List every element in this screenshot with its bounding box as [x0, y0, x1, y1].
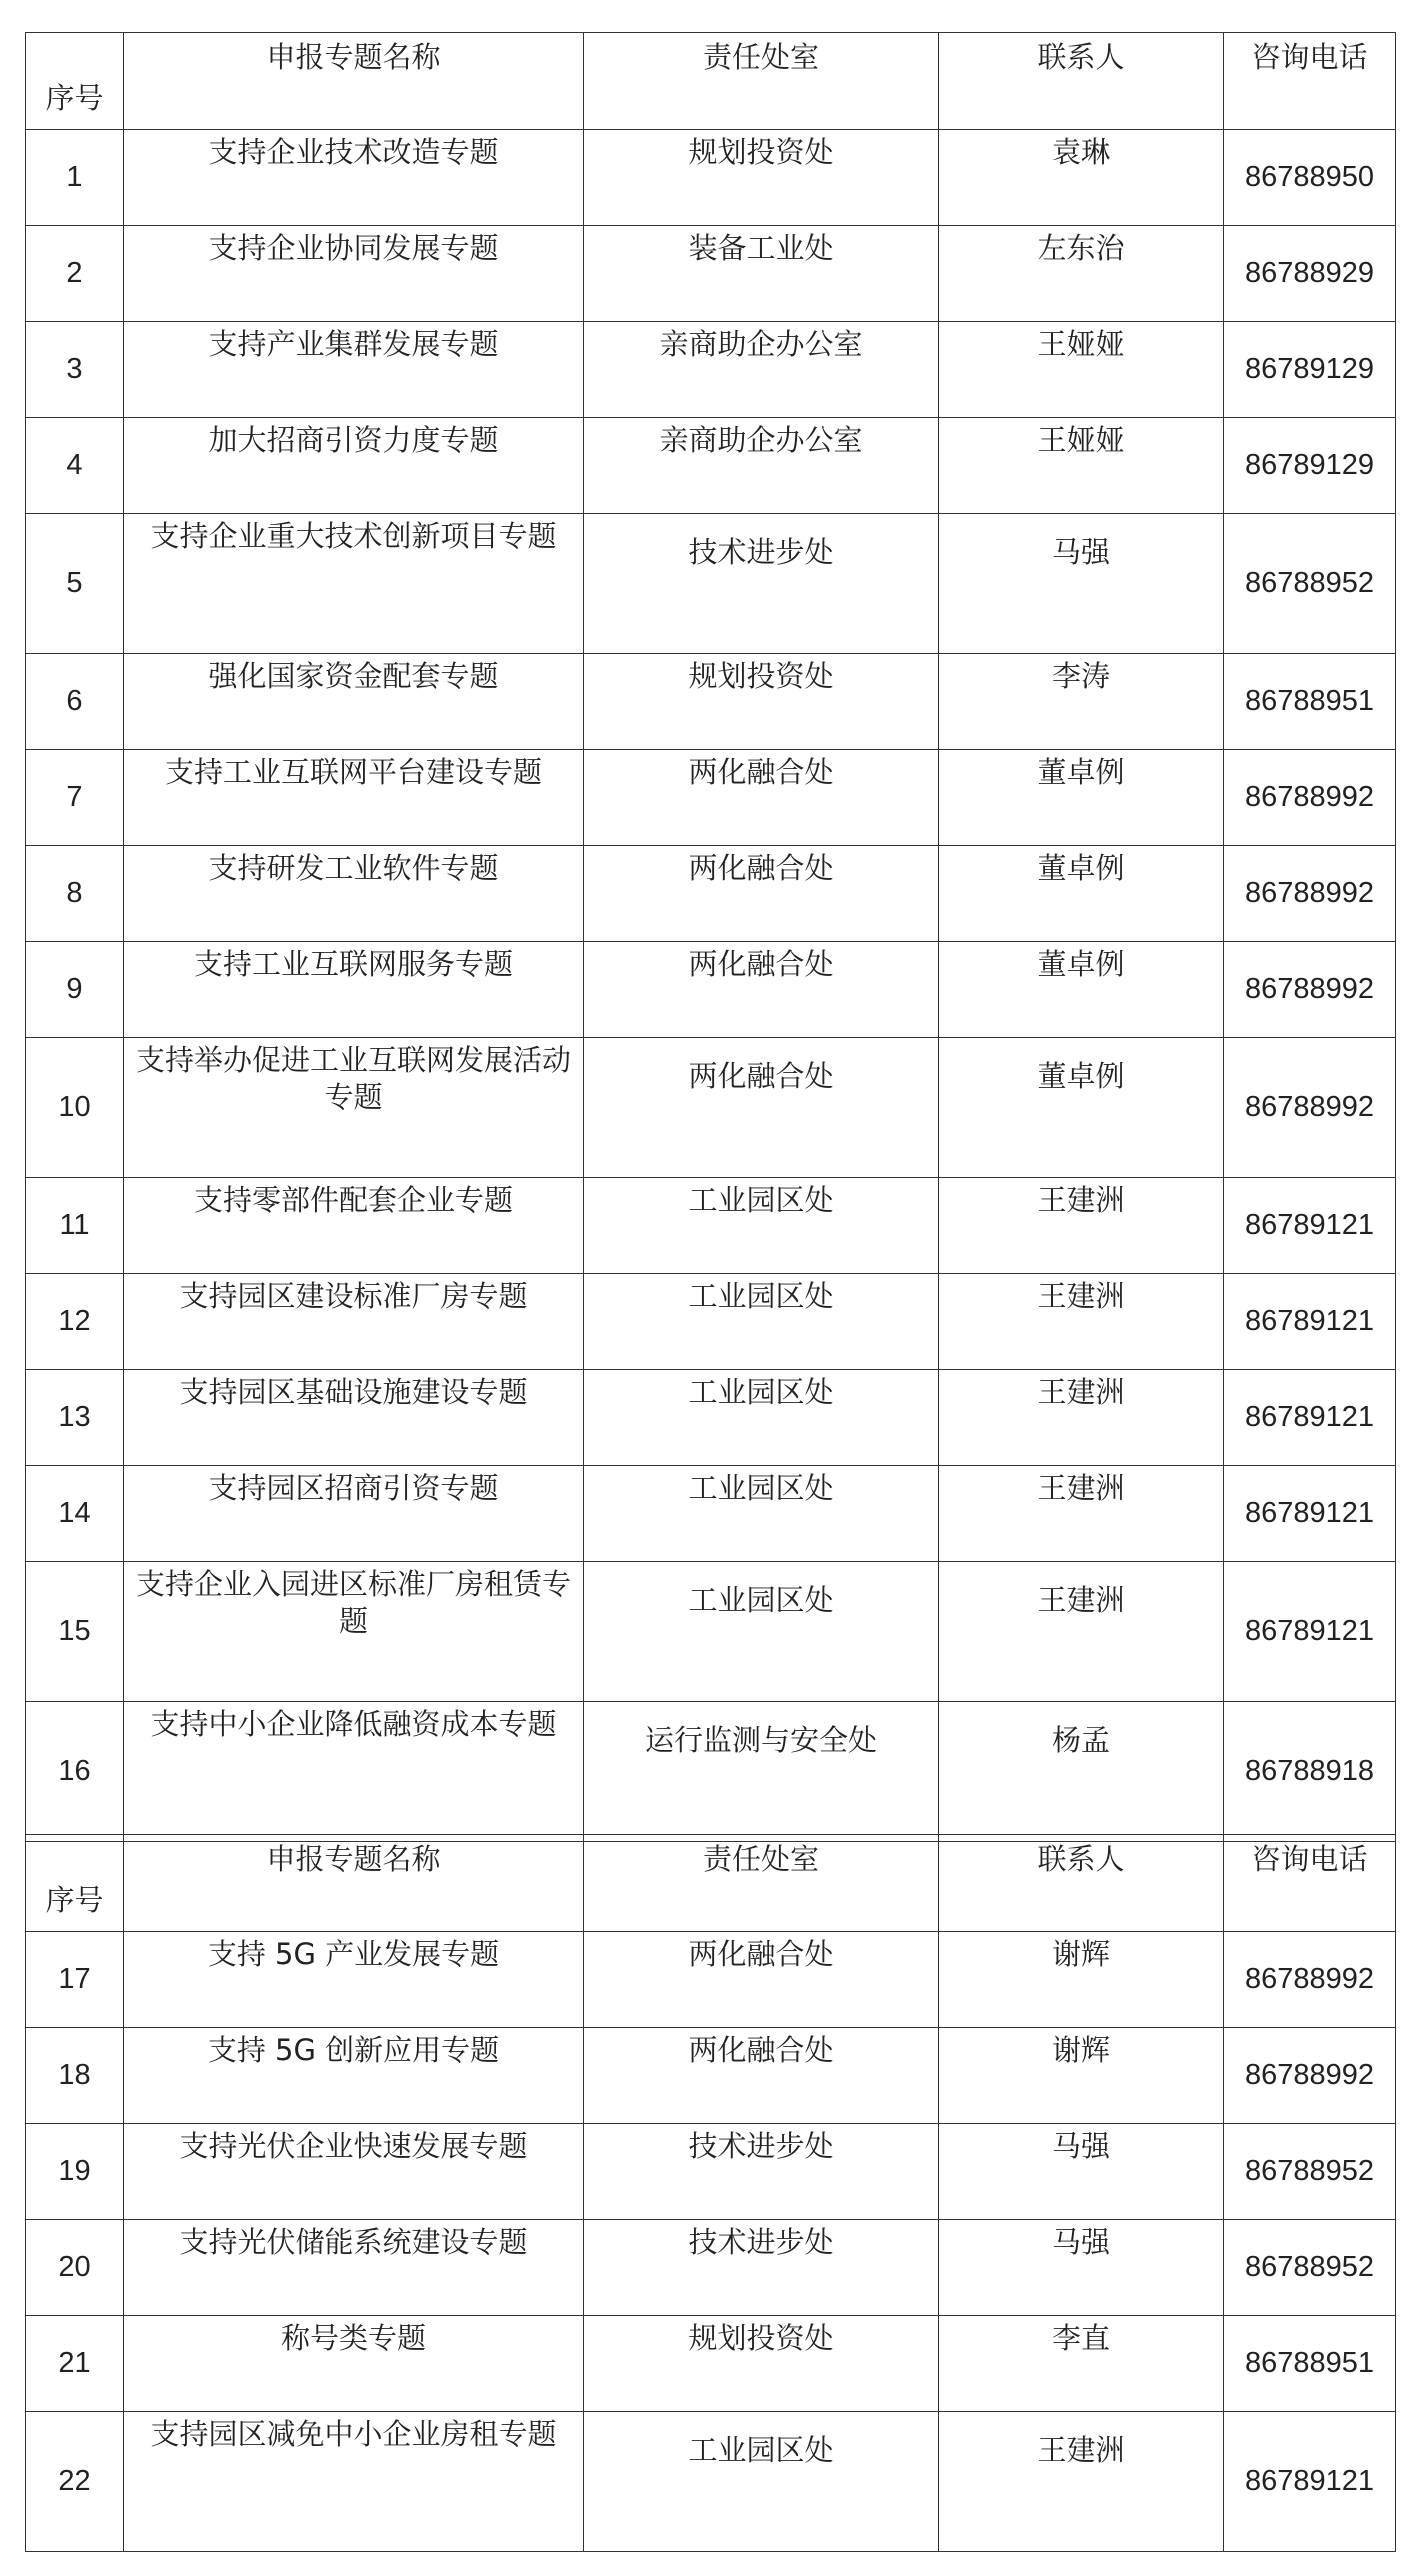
row-contact: 董卓例: [939, 942, 1224, 1038]
table-row: [26, 654, 1396, 750]
row-seq: 7: [26, 750, 124, 846]
row-office: 运行监测与安全处: [584, 1702, 939, 1842]
row-office: 规划投资处: [584, 130, 939, 226]
table-row: [26, 1178, 1396, 1274]
row-seq: 1: [26, 130, 124, 226]
row-phone: 86788952: [1224, 2124, 1396, 2220]
header-name: 申报专题名称: [124, 33, 584, 130]
row-seq: 6: [26, 654, 124, 750]
row-seq: 11: [26, 1178, 124, 1274]
row-phone: 86788992: [1224, 846, 1396, 942]
row-phone: 86788952: [1224, 514, 1396, 654]
row-office: 工业园区处: [584, 1466, 939, 1562]
row-seq: 2: [26, 226, 124, 322]
row-topic-name: 支持工业互联网平台建设专题: [124, 750, 584, 846]
row-contact: 李直: [939, 2316, 1224, 2412]
row-seq: 17: [26, 1932, 124, 2028]
row-topic-name: 支持光伏企业快速发展专题: [124, 2124, 584, 2220]
row-phone: 86788992: [1224, 1932, 1396, 2028]
row-contact: 王建洲: [939, 1178, 1224, 1274]
row-phone: 86789121: [1224, 1466, 1396, 1562]
row-topic-name: 支持园区建设标准厂房专题: [124, 1274, 584, 1370]
row-seq: 9: [26, 942, 124, 1038]
row-phone: 86788952: [1224, 2220, 1396, 2316]
row-topic-name: 支持企业入园进区标准厂房租赁专题: [124, 1562, 584, 1702]
row-topic-name: 支持产业集群发展专题: [124, 322, 584, 418]
row-phone: 86789121: [1224, 1274, 1396, 1370]
row-topic-name: 支持光伏储能系统建设专题: [124, 2220, 584, 2316]
row-contact: 王建洲: [939, 1274, 1224, 1370]
row-seq: 13: [26, 1370, 124, 1466]
row-phone: 86788992: [1224, 1038, 1396, 1178]
header-seq: 序号: [26, 33, 124, 130]
row-office: 工业园区处: [584, 2412, 939, 2552]
row-phone: 86788992: [1224, 750, 1396, 846]
row-phone: 86788992: [1224, 942, 1396, 1038]
row-contact: 马强: [939, 514, 1224, 654]
row-topic-name: 支持工业互联网服务专题: [124, 942, 584, 1038]
row-topic-name: 支持 5G 产业发展专题: [124, 1932, 584, 2028]
row-phone: 86789121: [1224, 2412, 1396, 2552]
table-row: [26, 1562, 1396, 1702]
row-phone: 86789129: [1224, 418, 1396, 514]
row-office: 两化融合处: [584, 942, 939, 1038]
header-phone: 咨询电话: [1224, 33, 1396, 130]
table-row: [26, 130, 1396, 226]
row-phone: 86789121: [1224, 1178, 1396, 1274]
row-contact: 马强: [939, 2124, 1224, 2220]
row-office: 技术进步处: [584, 514, 939, 654]
row-seq: 21: [26, 2316, 124, 2412]
row-seq: 5: [26, 514, 124, 654]
row-contact: 王娅娅: [939, 418, 1224, 514]
row-contact: 左东治: [939, 226, 1224, 322]
row-topic-name: 强化国家资金配套专题: [124, 654, 584, 750]
table-header-row: [26, 1835, 1396, 1932]
row-seq: 8: [26, 846, 124, 942]
row-seq: 22: [26, 2412, 124, 2552]
row-office: 两化融合处: [584, 1038, 939, 1178]
row-office: 两化融合处: [584, 846, 939, 942]
row-office: 工业园区处: [584, 1274, 939, 1370]
topics-table-2: [25, 1834, 1396, 2552]
table-row: [26, 1274, 1396, 1370]
header-office: 责任处室: [584, 1835, 939, 1932]
row-office: 亲商助企办公室: [584, 418, 939, 514]
row-topic-name: 支持零部件配套企业专题: [124, 1178, 584, 1274]
table-row: [26, 2412, 1396, 2552]
row-phone: 86789121: [1224, 1562, 1396, 1702]
row-topic-name: 支持园区招商引资专题: [124, 1466, 584, 1562]
table-row: [26, 322, 1396, 418]
row-office: 技术进步处: [584, 2220, 939, 2316]
row-phone: 86788918: [1224, 1702, 1396, 1842]
row-contact: 王建洲: [939, 1466, 1224, 1562]
row-phone: 86789121: [1224, 1370, 1396, 1466]
row-topic-name: 支持 5G 创新应用专题: [124, 2028, 584, 2124]
row-topic-name: 支持企业协同发展专题: [124, 226, 584, 322]
row-office: 工业园区处: [584, 1370, 939, 1466]
table-header-row: [26, 33, 1396, 130]
row-phone: 86788950: [1224, 130, 1396, 226]
row-contact: 马强: [939, 2220, 1224, 2316]
table-row: [26, 226, 1396, 322]
header-office: 责任处室: [584, 33, 939, 130]
header-name: 申报专题名称: [124, 1835, 584, 1932]
row-office: 工业园区处: [584, 1562, 939, 1702]
row-topic-name: 支持企业重大技术创新项目专题: [124, 514, 584, 654]
table-row: [26, 1466, 1396, 1562]
row-office: 规划投资处: [584, 654, 939, 750]
row-seq: 12: [26, 1274, 124, 1370]
row-seq: 20: [26, 2220, 124, 2316]
row-seq: 16: [26, 1702, 124, 1842]
row-office: 装备工业处: [584, 226, 939, 322]
row-contact: 王建洲: [939, 2412, 1224, 2552]
row-contact: 王建洲: [939, 1562, 1224, 1702]
table-row: [26, 2124, 1396, 2220]
row-topic-name: 支持中小企业降低融资成本专题: [124, 1702, 584, 1842]
row-topic-name: 支持园区减免中小企业房租专题: [124, 2412, 584, 2552]
table-row: [26, 1932, 1396, 2028]
row-topic-name: 加大招商引资力度专题: [124, 418, 584, 514]
row-topic-name: 支持园区基础设施建设专题: [124, 1370, 584, 1466]
table-row: [26, 2028, 1396, 2124]
table-row: [26, 1702, 1396, 1842]
row-seq: 19: [26, 2124, 124, 2220]
row-office: 规划投资处: [584, 2316, 939, 2412]
row-office: 技术进步处: [584, 2124, 939, 2220]
row-seq: 15: [26, 1562, 124, 1702]
row-office: 工业园区处: [584, 1178, 939, 1274]
topics-table-1: [25, 32, 1396, 1842]
row-office: 亲商助企办公室: [584, 322, 939, 418]
row-phone: 86788992: [1224, 2028, 1396, 2124]
row-topic-name: 支持研发工业软件专题: [124, 846, 584, 942]
row-phone: 86788951: [1224, 2316, 1396, 2412]
header-seq: 序号: [26, 1835, 124, 1932]
table-row: [26, 418, 1396, 514]
header-phone: 咨询电话: [1224, 1835, 1396, 1932]
row-office: 两化融合处: [584, 1932, 939, 2028]
row-contact: 王建洲: [939, 1370, 1224, 1466]
table-row: [26, 2316, 1396, 2412]
row-seq: 10: [26, 1038, 124, 1178]
row-contact: 谢辉: [939, 1932, 1224, 2028]
row-contact: 袁琳: [939, 130, 1224, 226]
header-contact: 联系人: [939, 1835, 1224, 1932]
row-office: 两化融合处: [584, 750, 939, 846]
header-contact: 联系人: [939, 33, 1224, 130]
row-contact: 杨孟: [939, 1702, 1224, 1842]
row-contact: 董卓例: [939, 1038, 1224, 1178]
table-row: [26, 846, 1396, 942]
row-contact: 董卓例: [939, 846, 1224, 942]
row-office: 两化融合处: [584, 2028, 939, 2124]
table-row: [26, 750, 1396, 846]
table-row: [26, 2220, 1396, 2316]
row-phone: 86789129: [1224, 322, 1396, 418]
row-phone: 86788951: [1224, 654, 1396, 750]
row-seq: 18: [26, 2028, 124, 2124]
row-topic-name: 称号类专题: [124, 2316, 584, 2412]
row-contact: 谢辉: [939, 2028, 1224, 2124]
row-phone: 86788929: [1224, 226, 1396, 322]
table-row: [26, 1038, 1396, 1178]
row-seq: 4: [26, 418, 124, 514]
row-contact: 李涛: [939, 654, 1224, 750]
row-seq: 3: [26, 322, 124, 418]
row-contact: 董卓例: [939, 750, 1224, 846]
table-row: [26, 942, 1396, 1038]
row-topic-name: 支持企业技术改造专题: [124, 130, 584, 226]
table-row: [26, 1370, 1396, 1466]
row-contact: 王娅娅: [939, 322, 1224, 418]
row-seq: 14: [26, 1466, 124, 1562]
row-topic-name: 支持举办促进工业互联网发展活动专题: [124, 1038, 584, 1178]
table-row: [26, 514, 1396, 654]
